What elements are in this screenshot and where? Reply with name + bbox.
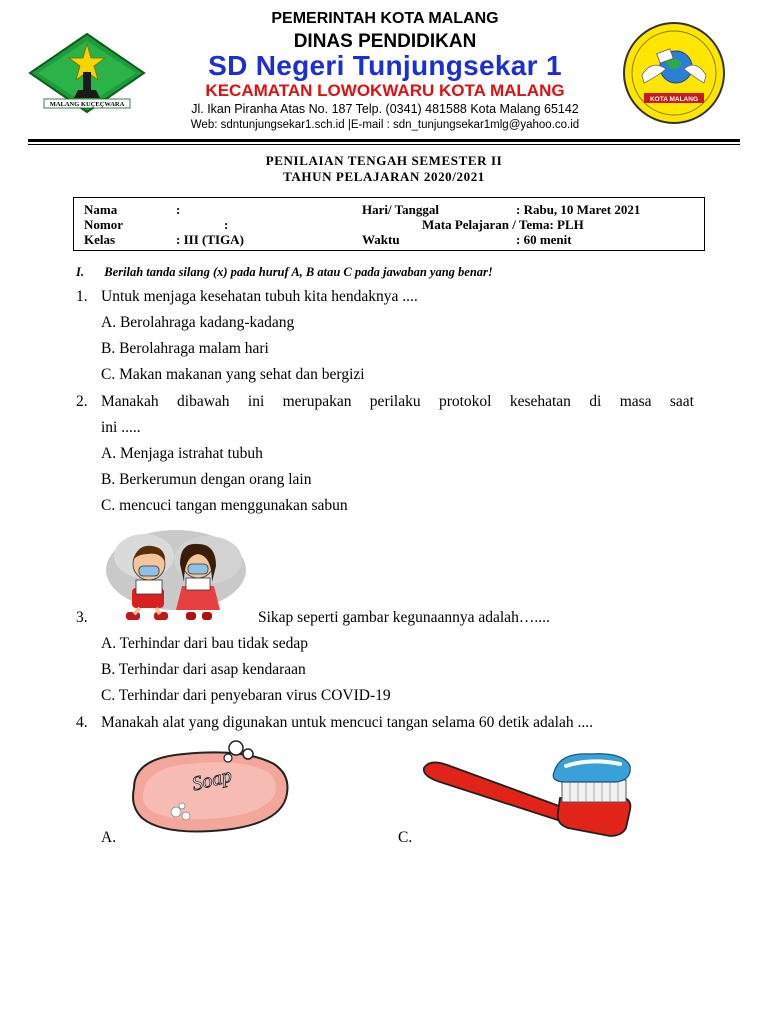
question-1-number: 1. — [76, 288, 88, 305]
waktu-value: : 60 menit — [516, 232, 572, 247]
question-2-text-line2: ini ..... — [101, 419, 141, 436]
question-2-option-a: A. Menjaga istrahat tubuh — [101, 445, 263, 462]
hari-value: : Rabu, 10 Maret 2021 — [516, 202, 641, 217]
city-emblem-text: MALANG KUÇEÇWARA — [49, 101, 125, 108]
question-2-option-b: B. Berkerumun dengan orang lain — [101, 471, 312, 488]
question-3-text: Sikap seperti gambar kegunaannya adalah….... — [258, 609, 550, 626]
question-1-text: Untuk menjaga kesehatan tubuh kita hendaknya .... — [101, 288, 418, 305]
letterhead-web: Web: sdntunjungsekar1.sch.id |E-mail : sdn_tunjungsekar1mlg@yahoo.co.id — [190, 119, 580, 131]
toothbrush-illustration — [420, 748, 634, 842]
question-2-option-c: C. mencuci tangan menggunakan sabun — [101, 497, 348, 514]
question-4-number: 4. — [76, 714, 88, 731]
nama-colon: : — [176, 202, 181, 217]
soap-illustration — [124, 740, 294, 840]
letterhead-government: PEMERINTAH KOTA MALANG — [271, 10, 499, 27]
kelas-label: Kelas — [84, 232, 116, 247]
hari-label: Hari/ Tanggal — [362, 202, 439, 217]
question-3-option-c: C. Terhindar dari penyebaran virus COVID-19 — [101, 687, 391, 704]
question-2-number: 2. — [76, 393, 88, 410]
letterhead-rule-thin — [28, 144, 740, 145]
question-1-option-b: B. Berolahraga malam hari — [101, 340, 269, 357]
kelas-value: : III (TIGA) — [176, 232, 244, 247]
school-logo-text: KOTA MALANG — [649, 96, 699, 103]
soap-label: Soap — [189, 764, 235, 796]
student-info-box — [73, 197, 705, 251]
letterhead-address: Jl. Ikan Piranha Atas No. 187 Telp. (0341) 481588 Kota Malang 65142 — [191, 102, 579, 116]
question-2-text-line1: Manakah dibawah ini merupakan perilaku protokol kesehatan di masa saat — [101, 393, 694, 410]
section-roman: I. — [76, 265, 84, 279]
instruction-text: Berilah tanda silang (x) pada huruf A, B atau C pada jawaban yang benar! — [104, 265, 493, 279]
nomor-label: Nomor — [84, 217, 123, 232]
mapel-label: Mata Pelajaran / Tema: PLH — [422, 217, 584, 232]
letterhead-rule-thick — [28, 139, 740, 142]
city-emblem-logo — [28, 32, 146, 114]
exam-title: PENILAIAN TENGAH SEMESTER II — [265, 153, 503, 168]
question-1-option-c: C. Makan makanan yang sehat dan bergizi — [101, 366, 365, 383]
letterhead-district: KECAMATAN LOWOKWARU KOTA MALANG — [205, 81, 565, 100]
question-4-text: Manakah alat yang digunakan untuk mencuci tangan selama 60 detik adalah .... — [101, 714, 593, 731]
question-1-option-a: A. Berolahraga kadang-kadang — [101, 314, 295, 331]
school-logo — [622, 21, 726, 125]
nomor-colon: : — [224, 217, 229, 232]
question-4-option-a: A. — [101, 829, 117, 846]
question-3-option-a: A. Terhindar dari bau tidak sedap — [101, 635, 308, 652]
question-3-number: 3. — [76, 609, 88, 626]
question-4-option-c: C. — [398, 829, 413, 846]
exam-year: TAHUN PELAJARAN 2020/2021 — [283, 169, 485, 184]
waktu-label: Waktu — [362, 232, 400, 247]
section-instruction — [76, 265, 493, 280]
masked-children-illustration — [104, 526, 248, 626]
letterhead-department: DINAS PENDIDIKAN — [293, 31, 477, 52]
question-3-option-b: B. Terhindar dari asap kendaraan — [101, 661, 306, 678]
letterhead-school-name: SD Negeri Tunjungsekar 1 — [208, 50, 562, 81]
nama-label: Nama — [84, 202, 118, 217]
